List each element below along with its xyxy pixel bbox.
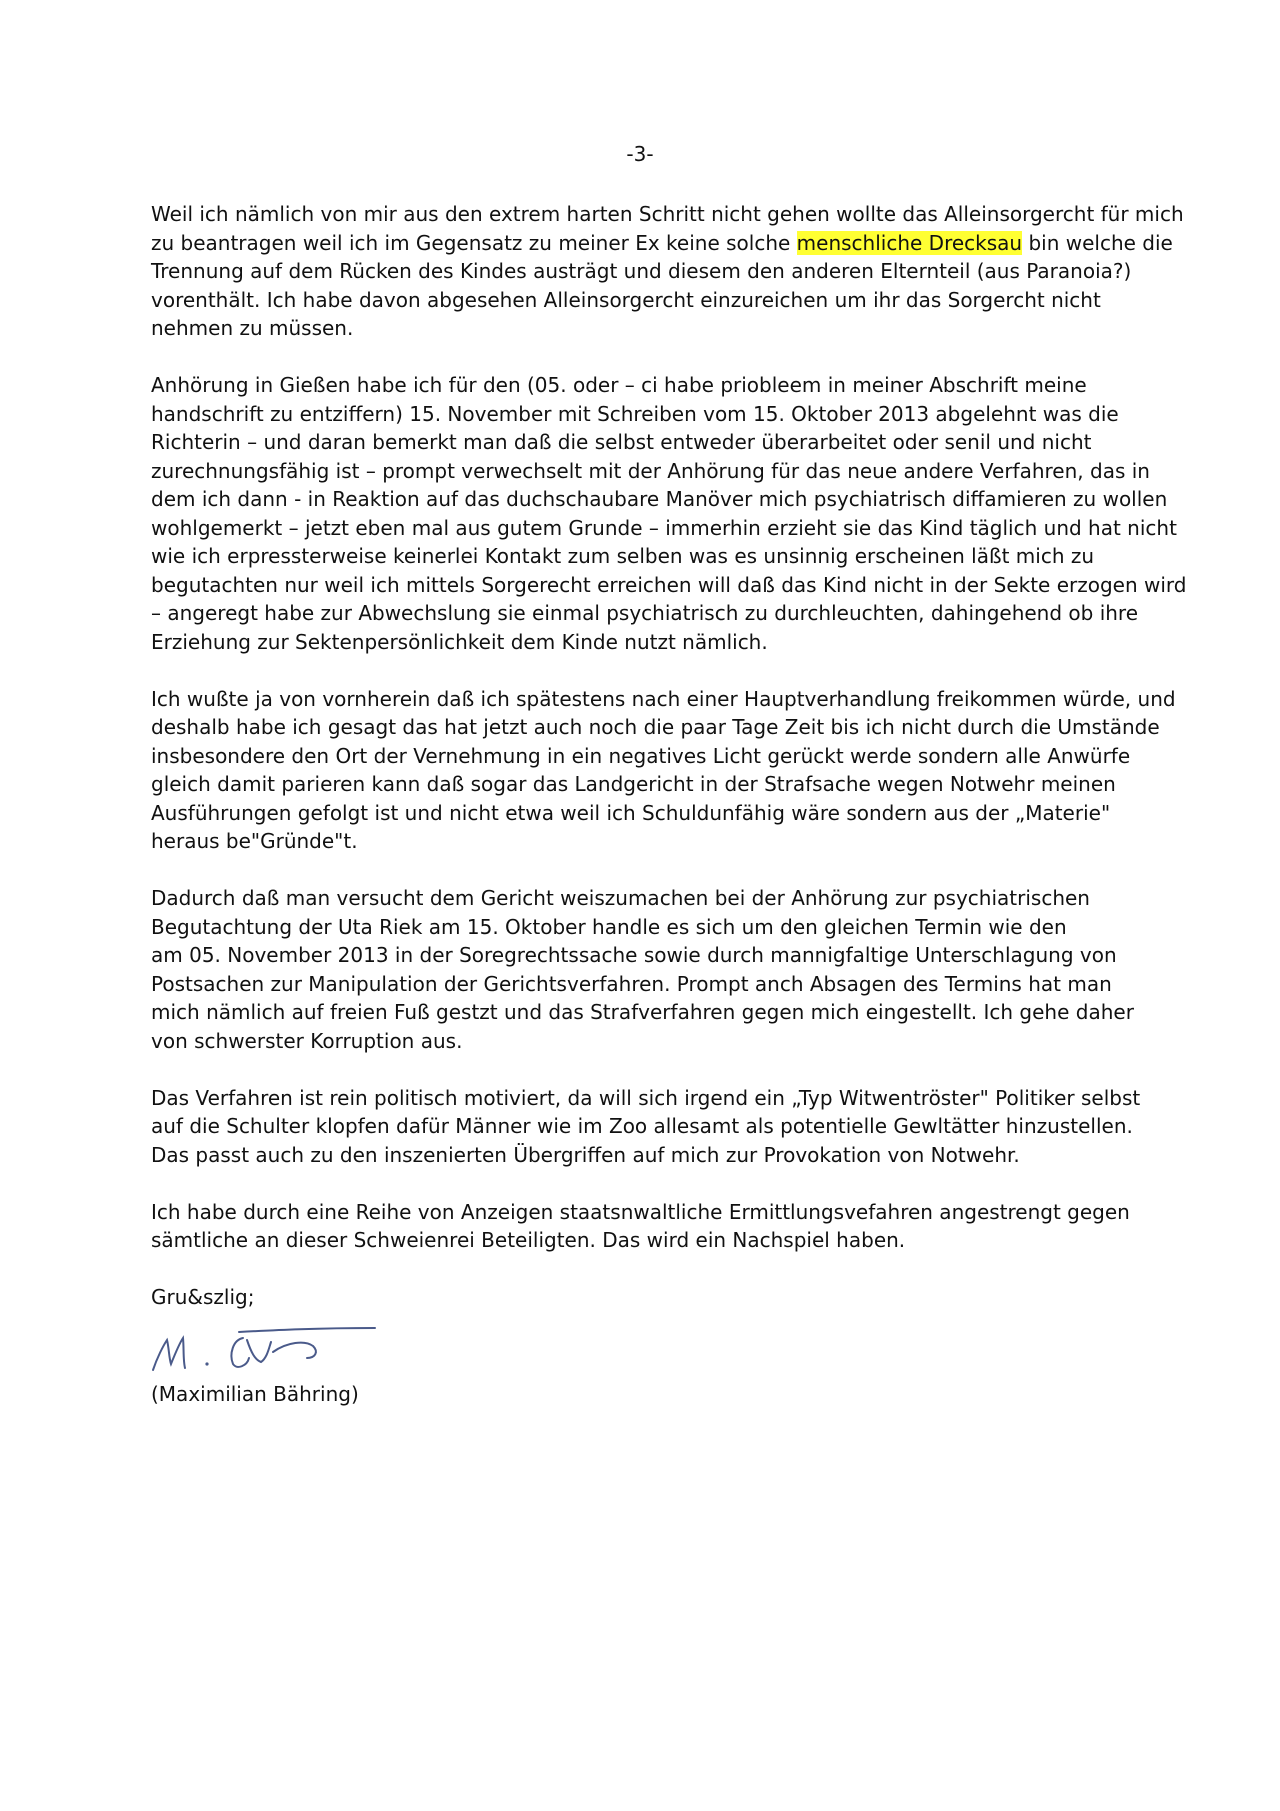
text-line: dem ich dann - in Reaktion auf das duchschaubare Manöver mich psychiatrisch diffamieren zu wollen	[151, 487, 1168, 511]
paragraph	[151, 685, 1201, 856]
handwritten-signature	[147, 1318, 387, 1380]
text-line: – angeregt habe zur Abwechslung sie einmal psychiatrisch zu durchleuchten, dahingehend ob ihre	[151, 601, 1139, 625]
signer-name: (Maximilian Bähring)	[151, 1381, 359, 1406]
text-line: Trennung auf dem Rücken des Kindes austrägt und diesem den anderen Elternteil (aus Paranoia?)	[151, 259, 1132, 283]
paragraph	[151, 200, 1201, 343]
text-line: deshalb habe ich gesagt das hat jetzt auch noch die paar Tage Zeit bis ich nicht durch die Umstände	[151, 715, 1160, 739]
text-segment: zu beantragen weil ich im Gegensatz zu meiner Ex keine solche	[151, 230, 797, 255]
letter-body	[151, 200, 1201, 1408]
highlighted-text: menschliche Drecksau	[796, 230, 1023, 255]
text-line: nehmen zu müssen.	[151, 316, 354, 340]
text-line: Ausführungen gefolgt ist und nicht etwa weil ich Schuldunfähig wäre sondern aus der „Materie"	[151, 800, 1111, 825]
paragraphs	[151, 200, 1201, 1255]
text-line: gleich damit parieren kann daß sogar das Landgericht in der Strafsache wegen Notwehr meinen	[151, 772, 1116, 796]
text-line: wohlgemerkt – jetzt eben mal aus gutem Grunde – immerhin erzieht sie das Kind täglich und hat nicht	[151, 515, 1177, 540]
text-line: Das passt auch zu den inszenierten Übergriffen auf mich zur Provokation von Notwehr.	[151, 1142, 1020, 1167]
text-line: wie ich erpressterweise keinerlei Kontakt zum selben was es unsinnig erscheinen läßt mich zu	[151, 544, 1095, 568]
text-line: Postsachen zur Manipulation der Gerichtsverfahren. Prompt anch Absagen des Termins hat man	[151, 971, 1112, 996]
text-line: insbesondere den Ort der Vernehmung in ein negatives Licht gerückt werde sondern alle Anwürfe	[151, 743, 1131, 768]
paragraph	[151, 1198, 1201, 1255]
text-line: Anhörung in Gießen habe ich für den (05. oder – ci habe priobleem in meiner Abschrift meine	[151, 373, 1087, 397]
page-number: -3-	[626, 142, 654, 166]
text-line: auf die Schulter klopfen dafür Männer wie im Zoo allesamt als potentielle Gewltätter hinzustellen.	[151, 1114, 1133, 1138]
paragraph	[151, 884, 1201, 1055]
text-line: Erziehung zur Sektenpersönlichkeit dem Kinde nutzt nämlich.	[151, 629, 768, 654]
text-line: Richterin – und daran bemerkt man daß die selbst entweder überarbeitet oder senil und nicht	[151, 430, 1092, 454]
text-line: handschrift zu entziffern) 15. November mit Schreiben vom 15. Oktober 2013 abgelehnt was die	[151, 401, 1119, 426]
text-line: heraus be"Gründe"t.	[151, 829, 358, 853]
text-line: zurechnungsfähig ist – prompt verwechselt mit der Anhörung für das neue andere Verfahren, das in	[151, 458, 1150, 483]
closing-greeting: Gru&szlig;	[151, 1285, 255, 1309]
text-line: mich nämlich auf freien Fuß gestzt und das Strafverfahren gegen mich eingestellt. Ich gehe daher	[151, 1000, 1134, 1024]
text-line: Dadurch daß man versucht dem Gericht weiszumachen bei der Anhörung zur psychiatrischen	[151, 886, 1090, 910]
text-line: vorenthält. Ich habe davon abgesehen Alleinsorgercht einzureichen um ihr das Sorgercht nicht	[151, 287, 1101, 312]
text-line: Ich habe durch eine Reihe von Anzeigen staatsnwaltliche Ermittlungsvefahren angestrengt gegen	[151, 1199, 1130, 1224]
text-line: sämtliche an dieser Schweienrei Beteiligten. Das wird ein Nachspiel haben.	[151, 1228, 906, 1252]
text-line: von schwerster Korruption aus.	[151, 1028, 463, 1053]
paragraph	[151, 371, 1201, 656]
text-line: am 05. November 2013 in der Soregrechtssache sowie durch mannigfaltige Unterschlagung von	[151, 943, 1117, 967]
text-line: Begutachtung der Uta Riek am 15. Oktober handle es sich um den gleichen Termin wie den	[151, 914, 1067, 939]
paragraph	[151, 1084, 1201, 1170]
text-line: Ich wußte ja von vornherein daß ich spätestens nach einer Hauptverhandlung freikommen würde, und	[151, 686, 1176, 711]
text-line	[151, 229, 1201, 258]
text-line: Das Verfahren ist rein politisch motiviert, da will sich irgend ein „Typ Witwentröster" Politiker selbst	[151, 1085, 1141, 1110]
text-segment: bin welche die	[1022, 230, 1173, 255]
text-line: begutachten nur weil ich mittels Sorgerecht erreichen will daß das Kind nicht in der Sekte erzogen wird	[151, 572, 1187, 597]
text-line: Weil ich nämlich von mir aus den extrem harten Schritt nicht gehen wollte das Alleinsorgercht für mich	[151, 202, 1184, 226]
